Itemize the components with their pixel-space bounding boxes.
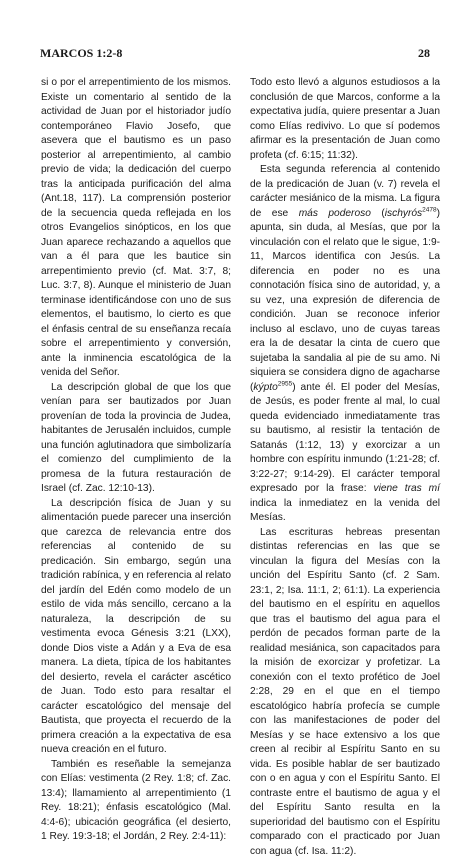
paragraph	[250, 163, 440, 526]
greek-term: ischyrós	[385, 208, 422, 219]
text-run: ) ante él. El poder del Mesías, de Jesús, es poder frente al mal, lo cual queda evidenciado inmediatamente tras su bautismo, al resistir la tentación de Satanás (1:12, 13) y exorcizar a un hombre con espíritu inmundo (1:21-28; cf. 3:22-27; 9:14-29). El carácter temporal expresado por la frase:	[250, 382, 440, 495]
text-run: Esta segunda referencia al contenido de la predicación de Juan (v. 7) revela el carácter mesiánico de la misma. La figura de ese	[250, 164, 440, 219]
text-run: indica la inmediatez en la venida del Mesías.	[250, 498, 440, 524]
text-run: ) apunta, sin duda, al Mesías, que por la vinculación con el relato que le sigue, 1:9-11, Marcos identifica con Jesús. La diferencia en poder no es una connotación física sino de autoridad, y, a su vez, una expresión de diferencia de condición. Juan se reconoce inferior incluso al esclavo, uno de cuyas tareas era la de desatar la cinta de cuero que sujetaba la sandalia al pie de su amo. Ni siquiera se considera digno de agacharse (	[250, 208, 440, 393]
paragraph: Todo esto llevó a algunos estudiosos a la conclusión de que Marcos, conforme a la expectativa judía, quiere presentar a Juan como Elías redivivo. Lo que sí podemos afirmar es la presentación de Juan como profeta (cf. 6:15; 11:32).	[250, 76, 440, 163]
chapter-reference: MARCOS 1:2-8	[40, 46, 122, 61]
text-run: (	[371, 208, 385, 219]
strong-number: 2955	[278, 380, 292, 387]
paragraph: También es reseñable la semejanza con Elías: vestimenta (2 Rey. 1:8; cf. Zac. 13:4); llamamiento al arrepentimiento (1 Rey. 18:21); énfasis escatológico (Mal. 4:4-6); ubicación geográfica (el desierto, 1 Rey. 19:3-18; el Jordán, 2 Rey. 2:4-11):	[41, 758, 231, 845]
paragraph: La descripción física de Juan y su alimentación puede parecer una inserción que carezca de relevancia entre dos referencias al contenido de su predicación. Sin embargo, según una tradición rabínica, y en referencia al relato del jardín del Edén como modelo de un estilo de vida más sencillo, cercano a la naturaleza, la descripción de su vestimenta evoca Génesis 3:21 (LXX), donde Dios viste a Adán y a Eva de esa manera. La dieta, típica de los habitantes del desierto, revela el carácter ascético de Juan. Todo esto para resaltar el carácter escatológico del mensaje del Bautista, que proyecta el recuerdo de la primera creación a la expectativa de esa nueva creación en el futuro.	[41, 497, 231, 758]
left-column	[41, 76, 231, 845]
strong-number: 2478	[422, 206, 436, 213]
paragraph: La descripción global de que los que venían para ser bautizados por Juan provenían de toda la provincia de Judea, habitantes de Jerusalén incluidos, cumple una función aglutinadora que simbolizaría el comienzo del cumplimiento de la promesa de la futura restauración de Israel (cf. Zac. 12:10-13).	[41, 381, 231, 497]
page-number: 28	[418, 46, 430, 61]
paragraph: Las escrituras hebreas presentan distintas referencias en las que se vinculan la figura del Mesías con la unción del Espíritu Santo (cf. 2 Sam. 23:1, 2; Isa. 11:1, 2; 61:1). La experiencia del bautismo en el espíritu en aquellos que tras el bautismo del agua para el perdón de pecados forman parte de la realidad mesiánica, son capacitados para la misión de exorcizar y profetizar. La conexión con el texto profético de Joel 2:28, 29 en el que en el tiempo escatológico habría profecía se cumple con las manifestaciones de poder del Mesías y se hace extensivo a los que creen al recibir al Espíritu Santo en su vida. Es posible hablar de ser bautizado con o en agua y con el Espíritu Santo. El contraste entre el bautismo de agua y el del Espíritu Santo resulta en la superioridad del bautismo con el Espíritu comparado con el practicado por Juan con agua (cf. Isa. 11:2).	[250, 526, 440, 859]
greek-term: kýpto	[253, 382, 277, 393]
running-header	[40, 46, 430, 62]
emphasis: más poderoso	[299, 208, 371, 219]
paragraph: si o por el arrepentimiento de los mismos. Existe un comentario al sentido de la actividad de Juan por el historiador judío contemporáneo Flavio Josefo, que asevera que el bautismo es un paso posterior al arrepentimiento, al cambio previo de vida; la dedicación del cuerpo tras la anticipada purificación del alma (Ant.18, 117). La comprensión posterior de la secuencia queda reflejada en los otros Evangelios sinópticos, en los que Juan aparece rechazando a aquellos que van a él para que les bautice sin arrepentimiento previo (cf. Mat. 3:7, 8; Luc. 3:7, 8). Aunque el ministerio de Juan terminase identificándose con uno de sus elementos, el bautismo, lo cierto es que el énfasis central de su enseñanza recaía sobre el arrepentimiento y conversión, ante la inminencia escatológica de la venida del Señor.	[41, 76, 231, 381]
emphasis: viene tras mí	[373, 483, 440, 494]
right-column	[250, 76, 440, 859]
